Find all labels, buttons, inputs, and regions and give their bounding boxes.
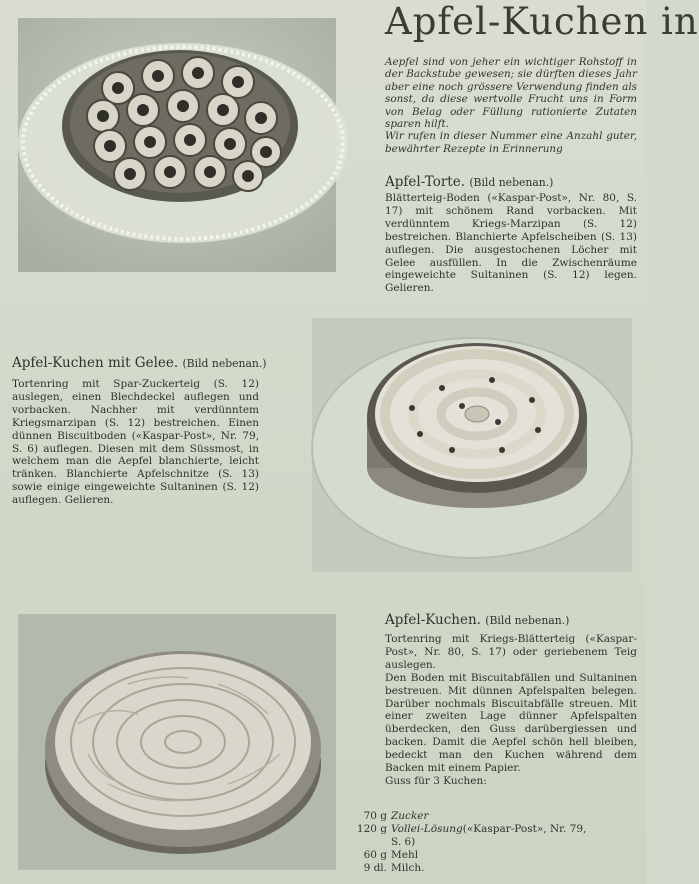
ingredient-item: Mehl xyxy=(391,848,419,861)
intro-paragraph-1: Aepfel sind von jeher ein wichtiger Rohstoff in der Backstube gewesen; sie dürften dieses Jahr aber eine noch grössere Verwendung finden als sonst, da diese wertvolle Frucht uns in Form von Belag oder Füllung rationierte Zutaten sparen hilft. xyxy=(385,56,637,131)
ingredient-row xyxy=(355,823,637,836)
torte-body xyxy=(385,192,637,295)
gelee-body-text: Tortenring mit Spar-Zuckerteig (S. 12) auslegen, einen Blechdeckel auflegen und vorbacken. Nachher mit verdünntem Kriegsmarzipan (S. 12) bestreichen. Einen dünnen Biscuitboden («Kaspar-Post», Nr. 79, S. 6) auflegen. Diesen mit dem Süssmost, in welchem man die Aepfel blanchierte, leicht tränken. Blanchierte Apfelschnitze (S. 13) sowie einige eingeweichte Sultaninen (S. 12) auflegen. Gelieren. xyxy=(12,378,259,507)
intro-paragraph-2: Wir rufen in dieser Nummer eine Anzahl guter, bewährter Rezepte in Erinnerung xyxy=(385,130,637,155)
kuchen-body-p2: Den Boden mit Biscuitabfällen und Sultaninen bestreuen. Mit dünnen Apfelspalten belegen. Darüber nochmals Biscuitabfälle streuen. Mit einer zweiten Lage dünner Apfelspalten überdecken, den Guss darübergiessen und backen. Damit die Aepfel schön hell bleiben, bedeckt man den Kuchen während dem Backen mit einem Papier. xyxy=(385,671,637,775)
ingredient-row xyxy=(355,862,637,875)
torte-heading-sub: (Bild nebenan.) xyxy=(469,176,554,189)
ingredient-qty: 120 g xyxy=(356,822,387,835)
kuchen-heading xyxy=(385,612,569,628)
ingredient-qty: 70 g xyxy=(363,810,387,822)
gelee-heading-title: Apfel-Kuchen mit Gelee. xyxy=(12,355,179,371)
page-title: Apfel-Kuchen in xyxy=(385,0,699,43)
ingredient-item: Vollei-Lösung xyxy=(391,822,463,835)
photo-apfel-torte xyxy=(18,18,336,272)
ingredient-qty: 9 dl. xyxy=(363,861,387,874)
ingredient-qty: 60 g xyxy=(363,848,387,861)
kuchen-heading-title: Apfel-Kuchen. xyxy=(385,612,481,628)
gelee-heading xyxy=(12,355,267,371)
apfel-kuchen-gelee-image xyxy=(312,318,632,572)
kuchen-body xyxy=(385,633,637,788)
apfel-kuchen-image xyxy=(18,614,336,870)
apfel-torte-image xyxy=(18,18,336,272)
kuchen-guss-title: Guss für 3 Kuchen: xyxy=(385,774,487,787)
torte-heading-title: Apfel-Torte. xyxy=(385,174,466,190)
ingredient-item-rest: («Kaspar-Post», Nr. 79, xyxy=(462,822,587,835)
kuchen-ingredients xyxy=(355,810,637,875)
gelee-body xyxy=(12,378,259,507)
kuchen-body-p1: Tortenring mit Kriegs-Blätterteig («Kaspar-Post», Nr. 80, S. 17) oder geriebenem Teig auslegen. xyxy=(385,633,637,671)
torte-heading xyxy=(385,174,553,190)
intro-text xyxy=(385,56,637,155)
ingredient-row xyxy=(355,849,637,862)
ingredient-row xyxy=(355,836,637,849)
ingredient-item: Zucker xyxy=(391,810,429,822)
torte-body-text: Blätterteig-Boden («Kaspar-Post», Nr. 80, S. 17) mit schönem Rand vorbacken. Mit verdünntem Kriegs-Marzipan (S. 12) bestreichen. Blanchierte Apfelscheiben (S. 13) auflegen. Die ausgestochenen Löcher mit Gelee ausfüllen. In die Zwischenräume eingeweichte Sultaninen (S. 12) legen. Gelieren. xyxy=(385,192,637,295)
ingredient-row xyxy=(355,810,637,823)
kuchen-heading-sub: (Bild nebenan.) xyxy=(485,614,570,627)
photo-apfel-kuchen-gelee xyxy=(312,318,632,572)
ingredient-item: Milch. xyxy=(391,861,425,874)
photo-apfel-kuchen xyxy=(18,614,336,870)
ingredient-qty xyxy=(355,836,391,849)
ingredient-item: S. 6) xyxy=(391,835,416,848)
gelee-heading-sub: (Bild nebenan.) xyxy=(182,357,267,370)
